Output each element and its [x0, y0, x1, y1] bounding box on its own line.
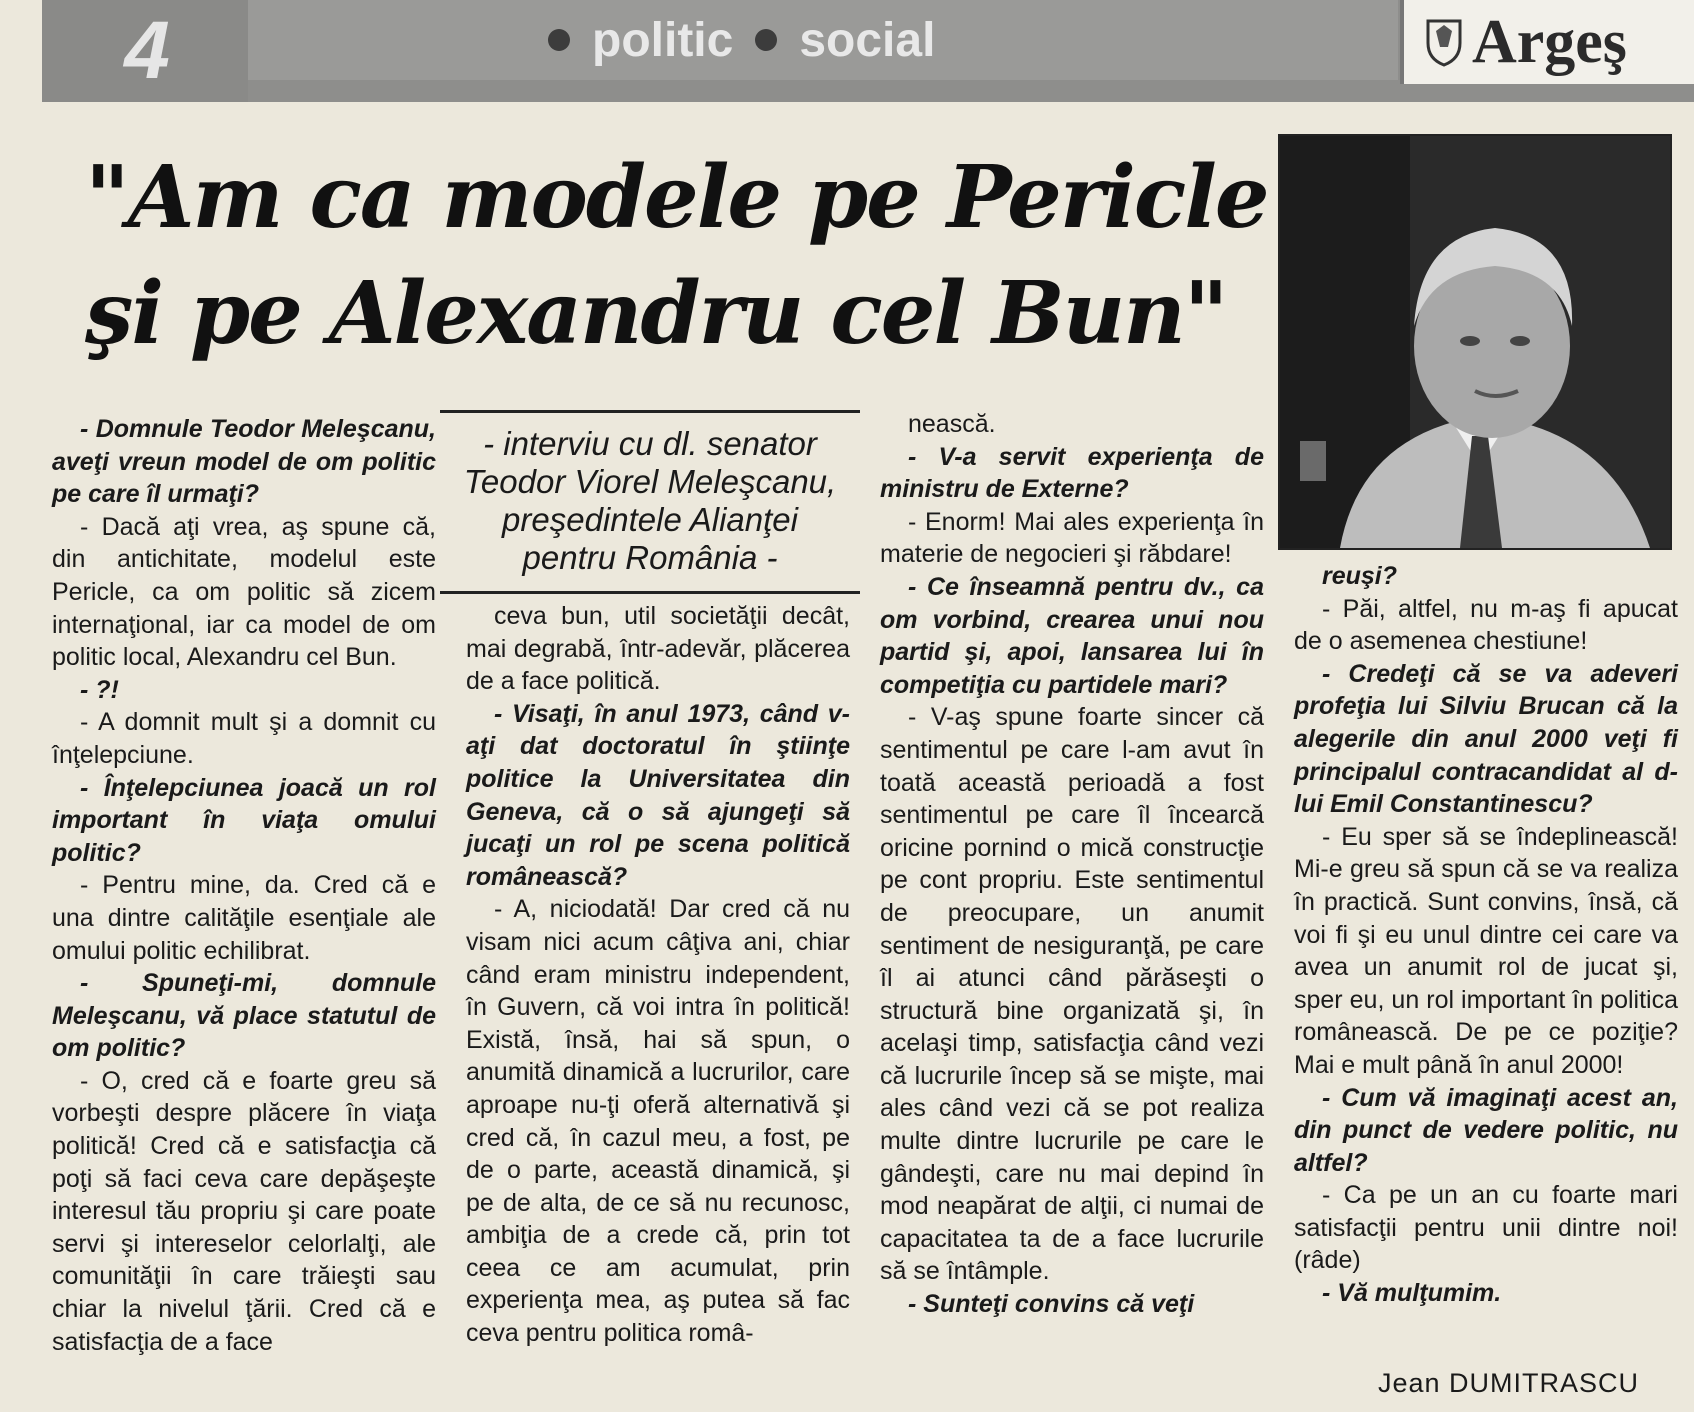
- article-column-1: [52, 413, 436, 1358]
- article-column-4: [1294, 560, 1678, 1310]
- deck-line-1: - interviu cu dl. senator: [483, 425, 817, 462]
- deck-line-2: Teodor Viorel Meleşcanu,: [463, 463, 837, 500]
- headline: [85, 140, 1268, 372]
- interview-answer: - Dacă aţi vrea, aş spune că, din antichitate, modelul este Pericle, ca om politic să zicem internaţional, iar ca model de om politic local, Alexandru cel Bun.: [52, 512, 436, 672]
- deck-line-3: preşedintele Alianţei: [502, 501, 798, 538]
- interview-question: - Credeţi că se va adeveri profeţia lui Silviu Brucan că la alegerile din anul 2000 veţi fi principalul contracandidat al d-lui Emil Constantinescu?: [1294, 659, 1678, 819]
- section-politic: politic: [592, 13, 734, 67]
- headline-line-1: "Am ca modele pe Pericle: [85, 147, 1268, 248]
- interview-answer: - A domnit mult şi a domnit cu înţelepciune.: [52, 708, 436, 769]
- interview-question: - Înţelepciunea joacă un rol important în viaţa omului politic?: [52, 773, 436, 867]
- crest-icon: [1424, 17, 1464, 67]
- article-column-2: [466, 600, 850, 1350]
- bullet-icon: [755, 29, 777, 51]
- section-label: [248, 0, 1398, 80]
- interview-answer: - V-aş spune foarte sincer că sentimentul pe care l-am avut în toată această perioadă a fost sentimentul pe care îl încearcă oricine pornind o mică construcţie pe cont propriu. Este sentimentul de preocupare, un anumit sentiment de nesiguranţă, pe care îl ai atunci când părăseşti o structură bine organizată şi, în acelaşi timp, satisfacţia când vezi că lucrurile încep să se mişte, mai ales când vezi că se pot realiza multe dintre lucrurile pe care le gândeşti, care nu mai depind în mod neapărat de alţii, ci numai de capacitatea ta de a face lucrurile să se întâmple.: [880, 703, 1264, 1286]
- interview-question: - ?!: [80, 675, 119, 704]
- portrait-photo: [1278, 134, 1672, 550]
- interview-answer: - Eu sper să se îndeplinească! Mi-e greu să spun că se va realiza în practică. Sunt convins, însă, că voi fi şi eu unul dintre cei care va avea un anumit rol de jucat şi, sper eu, un rol important în politica românească. De pe ce poziţie? Mai e mult până în anul 2000!: [1294, 822, 1678, 1079]
- deck-line-4: pentru România -: [522, 539, 778, 576]
- interview-question: reuşi?: [1322, 562, 1398, 590]
- section-social: social: [799, 13, 936, 67]
- interview-answer: - Ca pe un an cu foarte mari satisfacţii pentru unii dintre noi! (râde): [1294, 1181, 1678, 1275]
- interview-question: - Vă mulţumim.: [1322, 1279, 1502, 1308]
- bullet-icon: [548, 29, 570, 51]
- interview-answer: nească.: [908, 410, 996, 438]
- headline-line-2: şi pe Alexandru cel Bun": [85, 263, 1227, 364]
- interview-question: - Cum vă imaginaţi acest an, din punct de vedere politic, nu altfel?: [1294, 1083, 1678, 1177]
- interview-answer: - A, niciodată! Dar cred că nu visam nici acum câţiva ani, chiar când eram ministru independent, în Guvern, că voi intra în politică! Există, însă, hai să spun, o anumită dinamică a lucrurilor, care aproape nu-ţi oferă alternativă şi cred că, în cazul meu, a fost, pe de o parte, această dinamică, şi pe de alta, de ce să nu recunosc, ambiţia de a crede că, prin tot ceea ce am acumulat, prin experienţa mea, aş putea să fac ceva pentru politica româ-: [466, 895, 850, 1348]
- portrait-illustration: [1280, 136, 1670, 548]
- masthead-name: Argeş: [1472, 7, 1627, 76]
- interview-answer: - Păi, altfel, nu m-aş fi apucat de o asemenea chestiune!: [1294, 594, 1678, 656]
- interview-question: - Domnule Teodor Meleşcanu, aveţi vreun model de om politic pe care îl urmaţi?: [52, 415, 436, 509]
- interview-answer: - Enorm! Mai ales experienţa în materie de negocieri şi răbdare!: [880, 507, 1264, 569]
- byline: Jean DUMITRASCU: [1378, 1368, 1640, 1398]
- deck-subtitle: [440, 410, 860, 594]
- masthead: [1400, 0, 1694, 84]
- article-column-3: [880, 408, 1264, 1321]
- interview-question: - V-a servit experienţa de ministru de Externe?: [880, 442, 1264, 504]
- interview-question: - Spuneţi-mi, domnule Meleşcanu, vă place statutul de om politic?: [52, 969, 436, 1063]
- interview-question: - Visaţi, în anul 1973, când v-aţi dat doctoratul în ştiinţe politice la Universitatea din Geneva, că o să ajungeţi să jucaţi un rol pe scena politică românească?: [466, 699, 850, 891]
- interview-answer: - O, cred că e foarte greu să vorbeşti despre plăcere în viaţa politică! Cred că e satisfacţia că poţi să faci ceva care depăşeşte interesul tău propriu şi care poate servi şi intereselor celorlalţi, ale comunităţii în care trăieşti sau chiar la nivelul ţării. Cred că e satisfacţia de a face: [52, 1066, 436, 1356]
- interview-answer: ceva bun, util societăţii decât, mai degrabă, într-adevăr, plăcerea de a face politică.: [466, 602, 850, 696]
- interview-answer: - Pentru mine, da. Cred că e una dintre calităţile esenţiale ale omului politic echilibrat.: [52, 871, 436, 965]
- interview-question: - Ce înseamnă pentru dv., ca om vorbind, crearea unui nou partid şi, apoi, lansarea lui în competiţia cu partidele mari?: [880, 572, 1264, 699]
- page-number: 4: [42, 0, 248, 102]
- interview-question: - Sunteţi convins că veţi: [908, 1290, 1195, 1319]
